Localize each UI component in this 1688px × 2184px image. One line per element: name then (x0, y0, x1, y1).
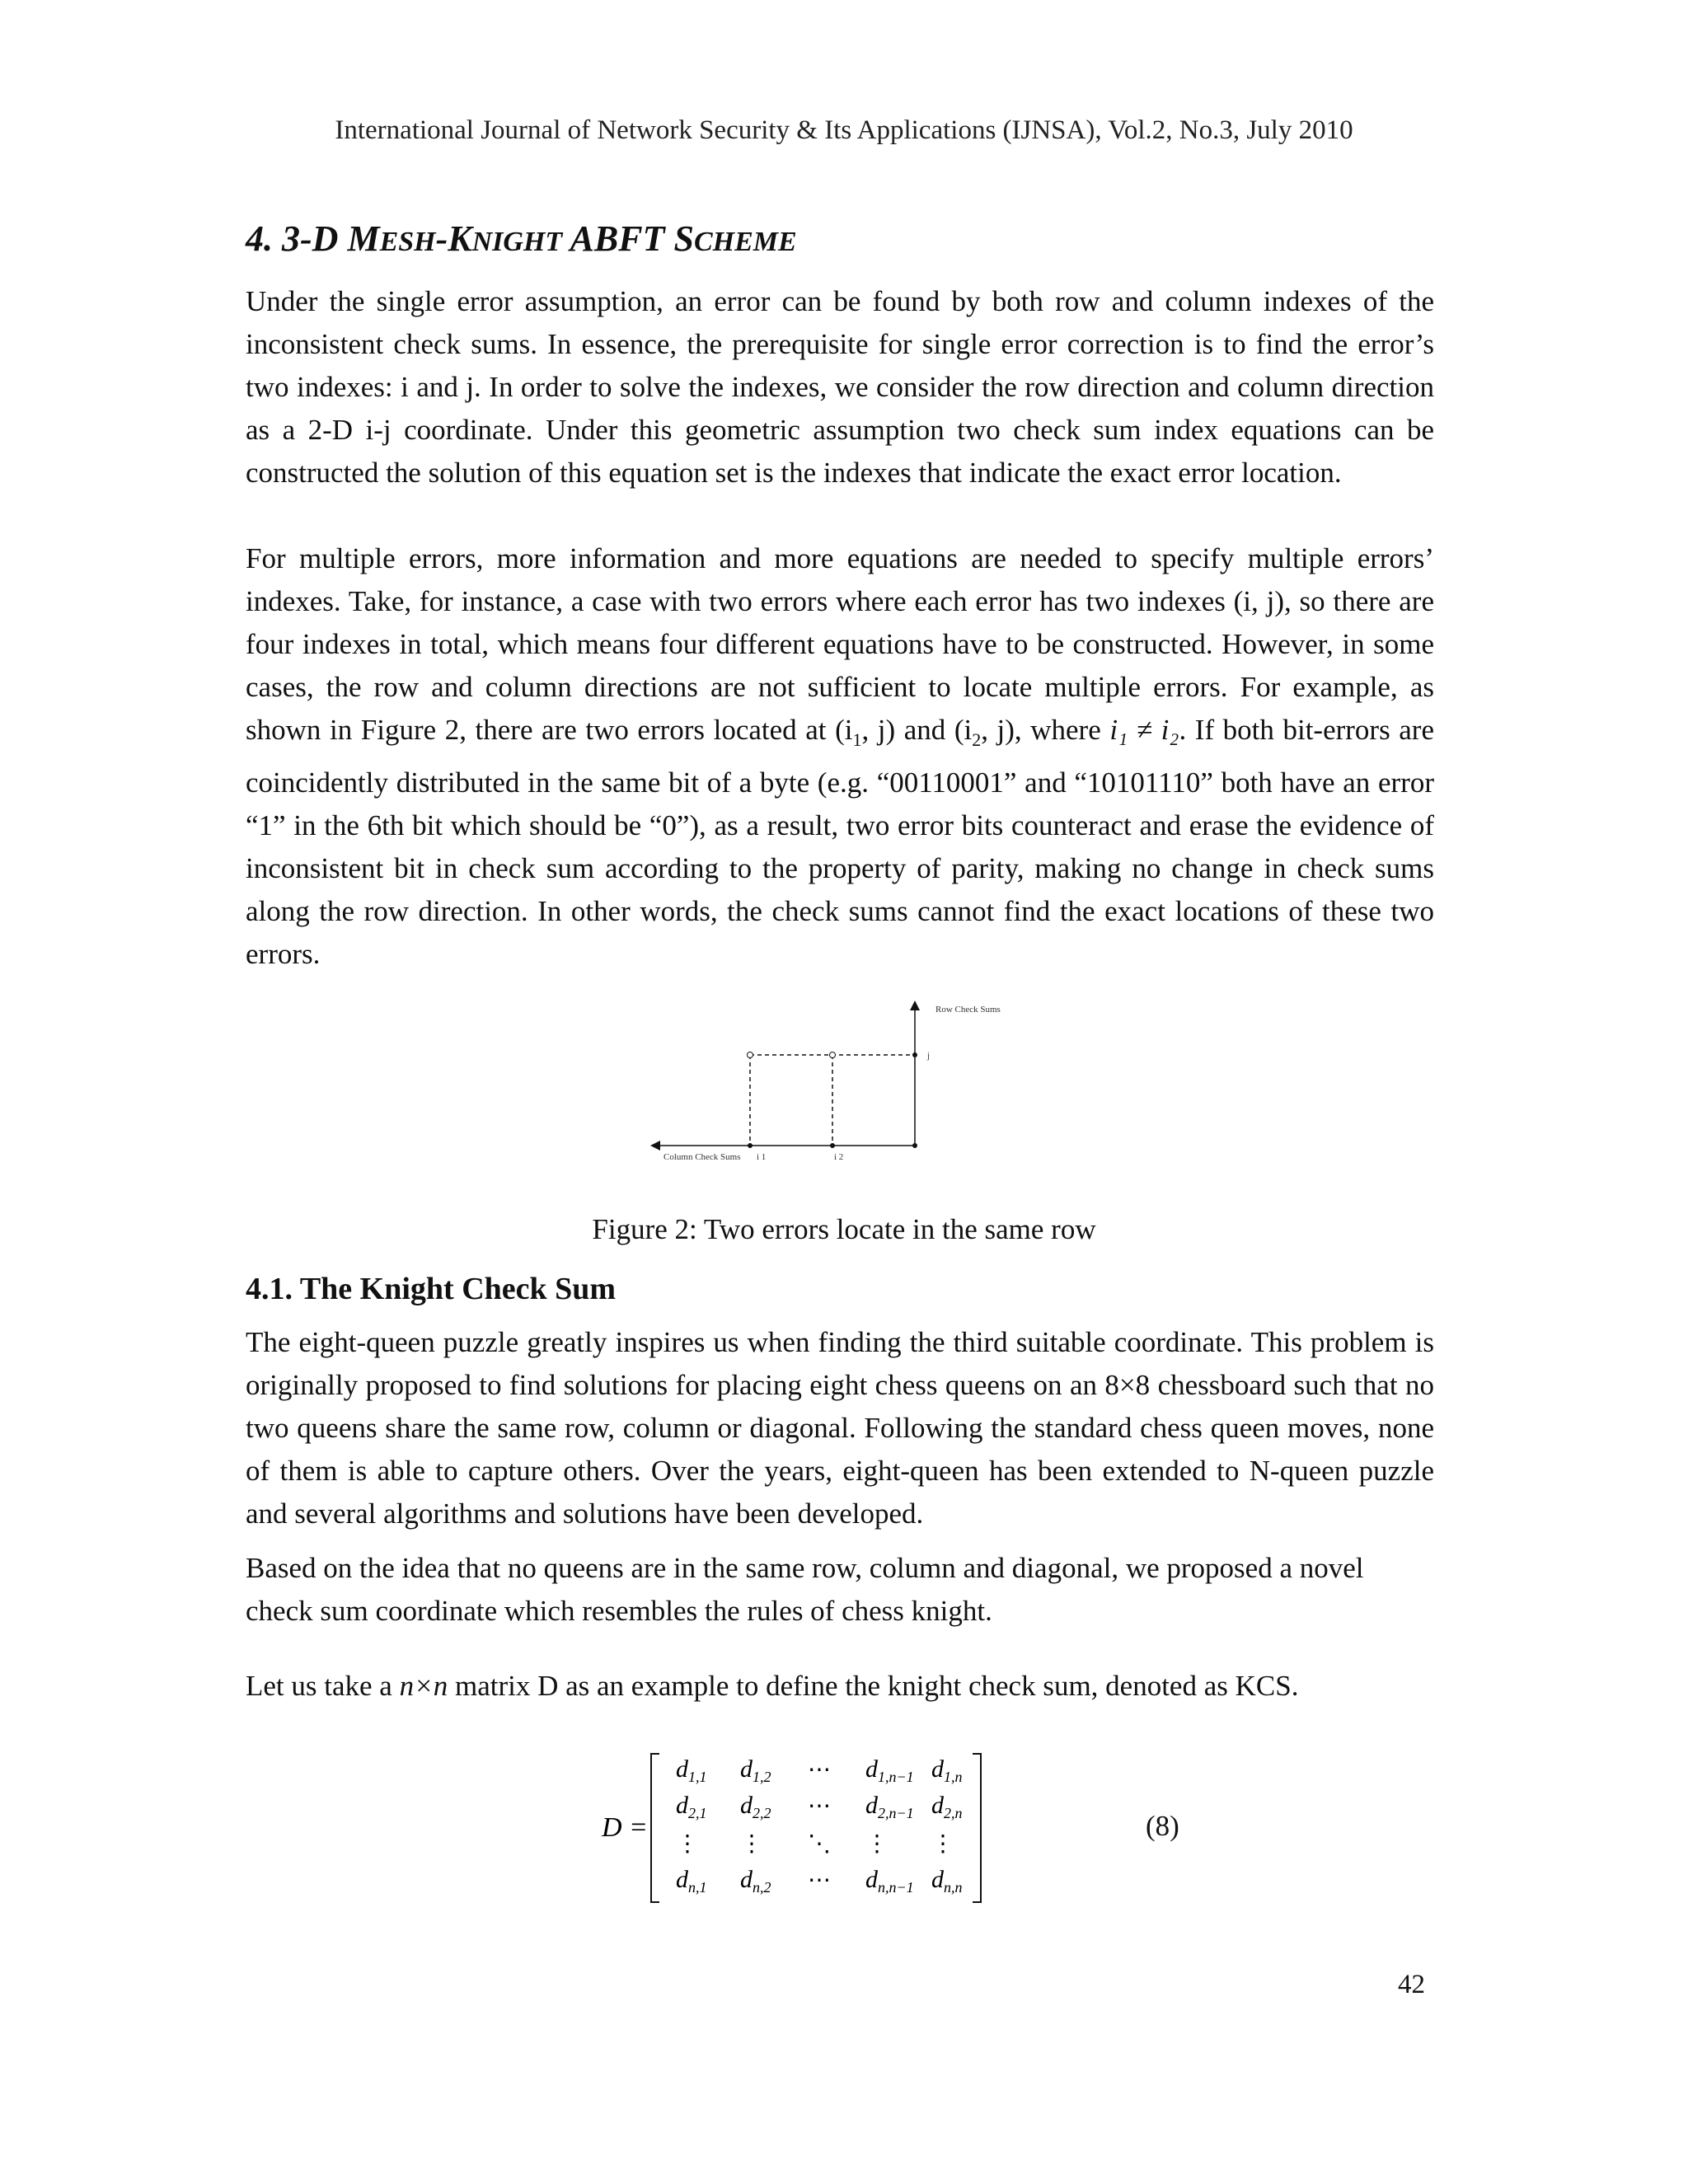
matrix-cell: ⋮ (865, 1831, 889, 1857)
paragraph-eight-queen: The eight-queen puzzle greatly inspires us when finding the third suitable coordinate. This problem is originally proposed to find solutions for placing eight chess queens on an 8×8 chessboard such that no two queens share the same row, column or diagonal. Following the standard chess queen moves, none of them is able to capture others. Over the years, eight-queen has been extended to N-queen puzzle and several algorithms and solutions have been developed. (246, 1326, 1434, 1530)
page-number: 42 (1398, 1970, 1425, 1999)
paragraph-knight-idea: Based on the idea that no queens are in the same row, column and diagonal, we proposed a novel check sum coordinate which resembles the rules of chess knight. (246, 1552, 1364, 1627)
paragraph-multiple-errors: For multiple errors, more information and more equations are needed to specify multiple errors’ indexes. Take, for instance, a case with two errors where each error has two indexes (i, j), so there are four indexes in total, which means four different equations have to be constructed. However, in some cases, the row and column directions are not sufficient to locate multiple errors. For example, as shown in Figure 2, there are two errors located at ($i_1$, j) and ($i_2$, j), where i₁ ≠ i₂. If both bit-errors are coincidently distributed in the same bit of a byte (e.g. “00110001” and “10101110” both have an error “1” in the 6th bit which should be “0”), as a result, two error bits counteract and erase the evidence of inconsistent bit in check sum according to the property of parity, making no change in check sums along the row direction. In other words, the check sums cannot find the exact locations of these two errors. (246, 542, 1434, 970)
matrix-cell: d2,1 (676, 1792, 707, 1821)
row-j-dot (912, 1052, 917, 1057)
matrix-cell: ⋯ (808, 1868, 831, 1893)
subsection-title: 4.1. The Knight Check Sum (246, 1272, 617, 1306)
column-i1-dot (748, 1143, 753, 1148)
paragraph-single-error: Under the single error assumption, an error can be found by both row and column indexes of the inconsistent check sums. In essence, the prerequisite for single error correction is to find the error’s two indexes: i and j. In order to solve the indexes, we consider the row direction and column direction as a 2-D i-j coordinate. Under this geometric assumption two check sum index equations can be constructed the solution of this equation set is the indexes that indicate the exact error location. (246, 285, 1434, 489)
matrix-cell: d1,2 (740, 1755, 771, 1785)
matrix-cell: d1,n (931, 1755, 963, 1785)
column-check-sums-label: Column Check Sums (663, 1152, 741, 1162)
figure-diagram (643, 997, 1055, 1187)
matrix-cell: dn,n (931, 1866, 963, 1896)
matrix-cell: d1,n−1 (865, 1755, 914, 1785)
right-bracket (973, 1754, 981, 1902)
column-i2-dot (830, 1143, 835, 1148)
matrix-cell: ⋯ (808, 1793, 831, 1819)
figure-two-errors (643, 997, 1055, 1187)
row-check-sums-label: Row Check Sums (935, 1005, 1001, 1015)
section-title: 4. 3-D MESH-KNIGHT ABFT SCHEME (246, 218, 797, 259)
matrix-cells (676, 1755, 963, 1896)
matrix-cell: d2,n (931, 1792, 963, 1821)
equation-number: (8) (1146, 1810, 1179, 1842)
running-header: International Journal of Network Security & Its Applications (IJNSA), Vol.2, No.3, July 2010 (335, 115, 1353, 145)
figure-caption: Figure 2: Two errors locate in the same row (592, 1213, 1096, 1245)
matrix-cell: d2,n−1 (865, 1792, 914, 1821)
matrix-cell: dn,1 (676, 1866, 707, 1896)
error-point-2 (830, 1052, 836, 1058)
matrix-equation (602, 1746, 1030, 1910)
origin-dot (912, 1143, 917, 1148)
equation-lhs: D = (602, 1812, 648, 1843)
matrix-cell: ⋮ (676, 1831, 699, 1857)
matrix-cell: dn,n−1 (865, 1866, 914, 1896)
matrix-svg (602, 1746, 1030, 1910)
i2-label: i 2 (834, 1152, 844, 1162)
paragraph-matrix-intro: Let us take a n×n matrix D as an example to define the knight check sum, denoted as KCS. (246, 1670, 1299, 1702)
matrix-cell: ⋮ (931, 1831, 954, 1857)
left-bracket (651, 1754, 659, 1902)
matrix-cell: ⋯ (808, 1757, 831, 1783)
i1-label: i 1 (757, 1152, 767, 1162)
j-label: j (927, 1051, 931, 1061)
matrix-cell: d1,1 (676, 1755, 707, 1785)
matrix-cell: ⋮ (740, 1831, 763, 1857)
matrix-cell: ⋱ (808, 1831, 831, 1857)
matrix-cell: d2,2 (740, 1792, 771, 1821)
error-point-1 (748, 1052, 753, 1058)
matrix-cell: dn,2 (740, 1866, 771, 1896)
